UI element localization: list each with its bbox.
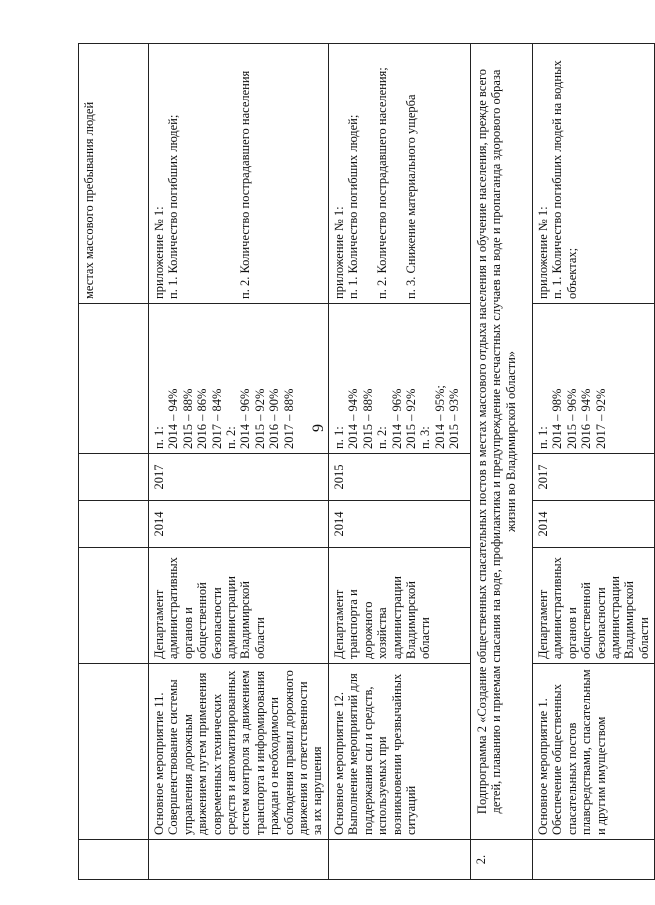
table-row: [328, 44, 470, 880]
cell-effect: п. 1: 2014 – 94% 2015 – 88% 2016 – 86% 2017 – 84% п. 2: 2014 – 96% 2015 – 92% 2016 – 90% 2017 – 88%: [149, 304, 329, 454]
cell-indicator: приложение № 1: п. 1. Количество погибших людей; п. 2. Количество пострадавшего населения; п. 3. Снижение материального ущерба: [328, 44, 470, 304]
cell-end-year: 2017: [532, 454, 654, 501]
cell-end-year: 2017: [149, 454, 329, 501]
cell-executor: [79, 548, 149, 664]
cell-measure: Основное мероприятие 12. Выполнение мероприятий для поддержания сил и средств, используемых при возникновении чрезвычайных ситуаций: [328, 664, 470, 840]
cell-executor: Департамент транспорта и дорожного хозяйства администрации Владимирской области: [328, 548, 470, 664]
cell-measure: Основное мероприятие 1. Обеспечение общественных спасательных постов плавсредствами, спасательным и другим имуществом: [532, 664, 654, 840]
cell-no: [532, 840, 654, 880]
table-row-continuation: [79, 44, 149, 880]
subprogram-row: [470, 44, 532, 880]
cell-indicator: приложение № 1: п. 1. Количество погибших людей на водных объектах;: [532, 44, 654, 304]
cell-effect: п. 1: 2014 – 98% 2015 – 96% 2016 – 94% 2017 – 92%: [532, 304, 654, 454]
cell-effect: п. 1: 2014 – 94% 2015 – 88% п. 2: 2014 – 96% 2015 – 92% п. 3: 2014 – 95%; 2015 – 93%: [328, 304, 470, 454]
cell-start-year: 2014: [149, 501, 329, 548]
cell-end-year: [79, 454, 149, 501]
table-row: [532, 44, 654, 880]
cell-effect: [79, 304, 149, 454]
cell-no: [79, 840, 149, 880]
cell-executor: Департамент административных органов и общественной безопасности администрации Владимирской области: [532, 548, 654, 664]
subprogram-number: 2.: [470, 840, 532, 880]
table-row: [149, 44, 329, 880]
cell-executor: Департамент административных органов и общественной безопасности администрации Владимирской области: [149, 548, 329, 664]
cell-measure: [79, 664, 149, 840]
cell-start-year: [79, 501, 149, 548]
cell-end-year: 2015: [328, 454, 470, 501]
page-number: 9: [310, 424, 327, 432]
cell-start-year: 2014: [532, 501, 654, 548]
cell-start-year: 2014: [328, 501, 470, 548]
cell-no: [149, 840, 329, 880]
program-measures-table: [78, 43, 655, 880]
cell-measure: Основное мероприятие 11. Совершенствование системы управления дорожным движением путем применения современных технических средств и автоматизированных систем контроля за движением транспорта и информирования граждан о необходимости соблюдения правил дорожного движения и ответственности за их нарушения: [149, 664, 329, 840]
cell-indicator: местах массового пребывания людей: [79, 44, 149, 304]
cell-indicator: приложение № 1: п. 1. Количество погибших людей; п. 2. Количество пострадавшего населения: [149, 44, 329, 304]
subprogram-title: Подпрограмма 2 «Создание общественных спасательных постов в местах массового отдыха населения и обучение населения, прежде всего детей, плаванию и приемам спасания на воде, профилактика и предупреждение несчастных случаев на воде и пропаганда здорового образа жизни во Владимирской области»: [470, 44, 532, 840]
cell-no: [328, 840, 470, 880]
rotated-table-container: [78, 44, 651, 880]
